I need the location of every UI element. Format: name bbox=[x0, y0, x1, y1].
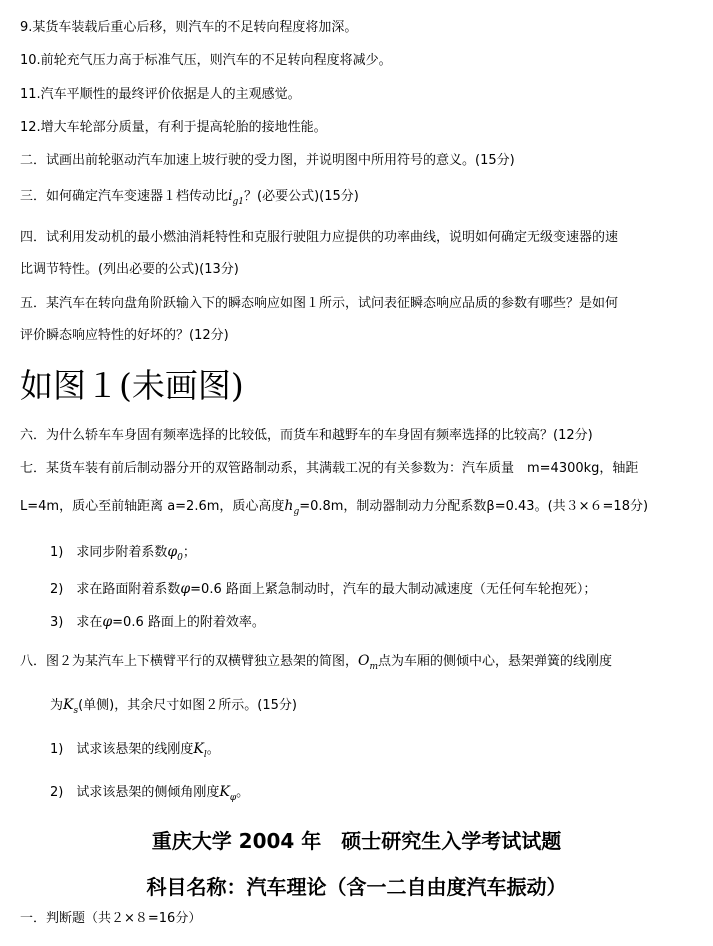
question-11: 11.汽车平顺性的最终评价依据是人的主观感觉。 bbox=[20, 87, 301, 102]
section-2: 二．试画出前轮驱动汽车加速上坡行驶的受力图，并说明图中所用符号的意义。(15分) bbox=[20, 153, 515, 168]
section-3-tail: ？(必要公式)(15分) bbox=[244, 189, 359, 204]
figure-1-placeholder: 如图１(未画图) bbox=[20, 366, 244, 405]
section-1-heading: 一．判断题（共２×８=16分） bbox=[20, 911, 202, 926]
wheel-rate-symbol: $K_l$ bbox=[193, 741, 207, 760]
section-7-q3: 3) 求在φ=0.6 路面上的附着效率。 bbox=[50, 614, 265, 630]
question-10: 10.前轮充气压力高于标准气压，则汽车的不足转向程度将减少。 bbox=[20, 53, 392, 68]
roll-stiffness-symbol: $K_\varphi$ bbox=[219, 784, 237, 803]
roll-center-symbol: $O_m$ bbox=[358, 653, 379, 672]
exam-title: 重庆大学 2004 年 硕士研究生入学考试试题 bbox=[151, 829, 562, 853]
adhesion-symbol: φ bbox=[102, 614, 113, 630]
section-8-q1: 1) 试求该悬架的线刚度$K_l$。 bbox=[50, 741, 220, 760]
adhesion-symbol: φ bbox=[180, 581, 191, 597]
section-4-line1: 四．试利用发动机的最小燃油消耗特性和克服行驶阻力应提供的功率曲线，说明如何确定无级变速器的速 bbox=[20, 230, 619, 245]
section-7-q2: 2) 求在路面附着系数φ=0.6 路面上紧急制动时，汽车的最大制动减速度（无任何车轮抱死）； bbox=[50, 581, 597, 597]
sync-adhesion-symbol: $\varphi_0$ bbox=[167, 544, 183, 563]
section-7-line1: 七．某货车装有前后制动器分开的双管路制动系，其满载工况的有关参数为：汽车质量 m=4300kg，轴距 bbox=[20, 461, 639, 476]
section-5-line2: 评价瞬态响应特性的好坏的？(12分) bbox=[20, 328, 229, 343]
section-5-line1: 五．某汽车在转向盘角阶跃输入下的瞬态响应如图１所示，试问表征瞬态响应品质的参数有哪些？是如何 bbox=[20, 296, 619, 311]
spring-rate-symbol: $K_s$ bbox=[63, 697, 79, 716]
subject-title: 科目名称：汽车理论（含一二自由度汽车振动） bbox=[146, 875, 567, 899]
section-3 bbox=[20, 187, 359, 211]
section-6: 六．为什么轿车车身固有频率选择的比较低，而货车和越野车的车身固有频率选择的比较高？(12分) bbox=[20, 428, 593, 443]
section-3-text: 三．如何确定汽车变速器１档传动比 bbox=[20, 189, 229, 204]
question-9: 9.某货车装载后重心后移，则汽车的不足转向程度将加深。 bbox=[20, 20, 358, 35]
section-7-line2: L=4m，质心至前轴距离 a=2.6m，质心高度$h_g=0.8m$，制动器制动力分配系数β=0.43。(共３×６=18分) bbox=[20, 498, 649, 517]
section-8-line1: 八．图２为某汽车上下横臂平行的双横臂独立悬架的简图，$O_m$点为车厢的侧倾中心，悬架弹簧的线刚度 bbox=[20, 653, 613, 672]
section-7-q1: 1) 求同步附着系数$\varphi_0$； bbox=[50, 544, 196, 563]
section-4-line2: 比调节特性。(列出必要的公式)(13分) bbox=[20, 262, 239, 277]
question-12: 12.增大车轮部分质量，有利于提高轮胎的接地性能。 bbox=[20, 120, 327, 135]
cg-height-symbol: $h_g$ bbox=[284, 498, 300, 517]
section-8-line2: 为$K_s$(单侧)，其余尺寸如图２所示。(15分) bbox=[50, 697, 297, 716]
gear-ratio-symbol: $i_{g1}$ bbox=[228, 188, 244, 207]
section-8-q2: 2) 试求该悬架的侧倾角刚度$K_\varphi$。 bbox=[50, 784, 250, 803]
